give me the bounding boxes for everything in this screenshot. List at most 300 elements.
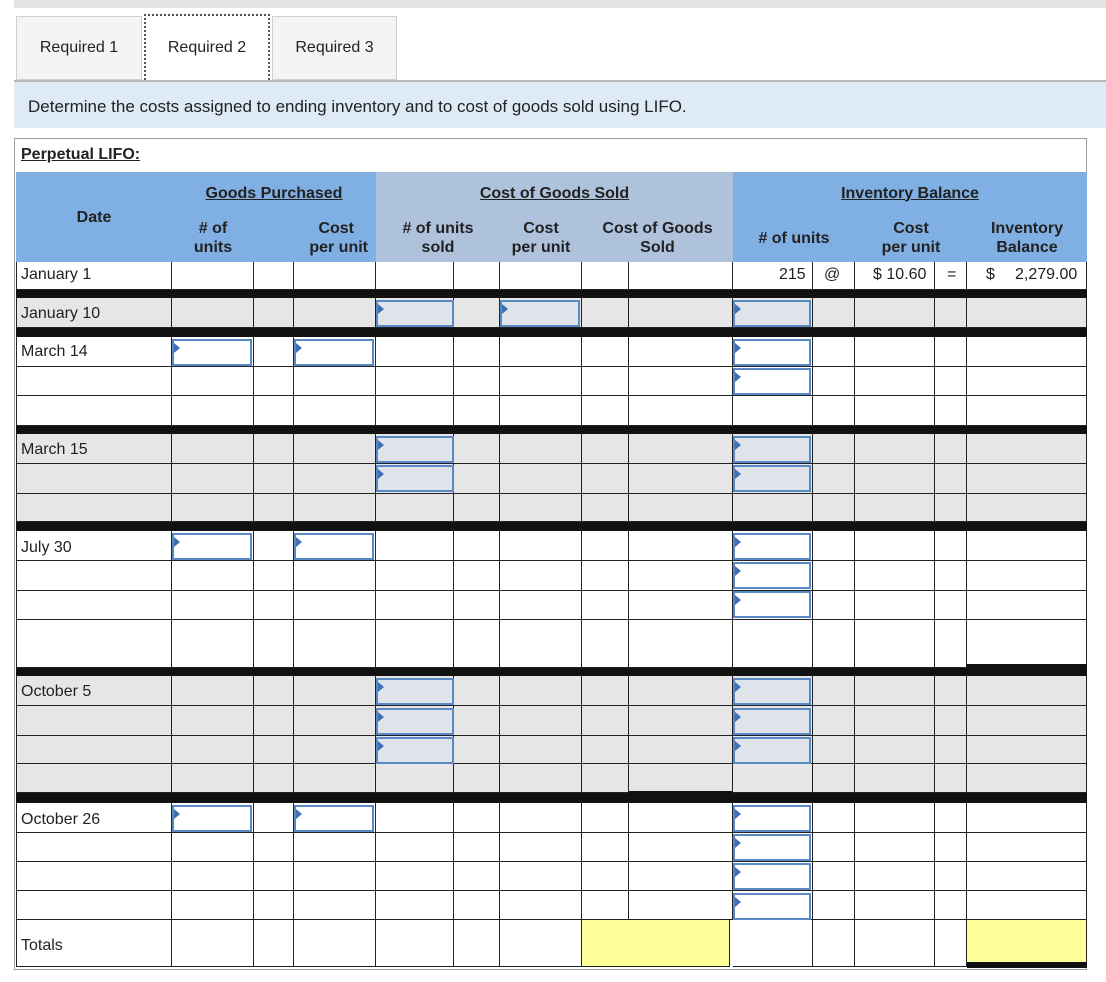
cell-jul30-c-gp-units [172,591,254,620]
cell-jul30-c-cogs-units-pad [454,591,500,620]
cell-oct26-d-inv-eq [935,891,967,920]
subtotal-separator [629,791,733,797]
cell-jul30-d-inv-cost [855,620,935,668]
cell-mar14-a-cogs-units [376,337,454,367]
cell-jul30-c-date [16,591,172,620]
cell-jul30-d-cogs-units-pad [454,620,500,668]
cell-mar15-b-inv-at [813,464,855,494]
cell-oct26-b-inv-total [967,833,1087,862]
cell-mar14-a-inv-at [813,337,855,367]
cell-jan10-inv-total [967,298,1087,328]
dropdown-marker-icon [296,537,302,547]
cell-jul30-b-inv-total [967,561,1087,591]
cell-totals-cogs-cost [500,920,582,967]
dropdown-marker-icon [735,566,741,576]
cell-jul30-b-inv-cost [855,561,935,591]
cell-jul30-d-inv-units [733,620,813,668]
cell-mar15-a-inv-eq [935,434,967,464]
dropdown-marker-icon [174,537,180,547]
cell-oct26-c-inv-cost [855,862,935,891]
cell-mar14-b-gp-units-pad [254,367,294,396]
cell-totals-gp-cost [294,920,376,967]
cell-oct5-d-inv-eq [935,764,967,793]
cell-oct5-d-gp-units [172,764,254,793]
dropdown-marker-icon [296,809,302,819]
mar15-cogs-units-input-1[interactable] [376,436,454,463]
cogs-total-line1: Cost of Goods [602,220,713,237]
cell-oct5-a-cogs-cost-pad [582,676,629,706]
jul30-inv-units-input-1[interactable] [733,533,811,560]
cell-oct26-c-gp-units-pad [254,862,294,891]
cell-oct5-a-cogs-units-pad [454,676,500,706]
cell-mar14-b-cogs-cost [500,367,582,396]
header-inv-cost [855,214,967,262]
header-cogs-cost [500,214,582,262]
jan10-inv-units-input[interactable] [733,300,811,327]
cell-jan10-gp-units-pad [254,298,294,328]
cell-oct26-b-gp-units-pad [254,833,294,862]
oct5-cogs-units-input-2[interactable] [376,708,454,735]
cell-oct26-c-cogs-cost-pad [582,862,629,891]
cell-mar15-b-cogs-total [629,464,733,494]
cell-jan1-cogs-units [376,262,454,290]
dropdown-marker-icon [502,304,508,314]
cell-oct5-d-cogs-units-pad [454,764,500,793]
cell-jul30-c-cogs-units [376,591,454,620]
cell-oct5-a-cogs-cost [500,676,582,706]
row-label-october-5: October 5 [21,683,92,700]
cell-jul30-d-cogs-units [376,620,454,668]
cell-oct26-d-gp-cost [294,891,376,920]
cell-oct26-a-inv-total [967,803,1087,833]
dropdown-marker-icon [735,537,741,547]
row-separator [16,522,1087,531]
cell-oct26-c-cogs-units [376,862,454,891]
cell-jan1-cogs-cost [500,262,582,290]
cell-mar15-b-inv-total [967,464,1087,494]
cell-oct5-a-inv-cost [855,676,935,706]
oct5-inv-units-input-3[interactable] [733,737,811,764]
cell-mar15-a-inv-total [967,434,1087,464]
cell-mar15-c-inv-cost [855,494,935,522]
cell-mar14-c-cogs-total [629,396,733,426]
dropdown-marker-icon [735,712,741,722]
cell-oct26-b-cogs-units-pad [454,833,500,862]
cogs-units-line1: # of units [402,220,474,237]
cell-mar14-c-cogs-cost-pad [582,396,629,426]
subtotal-separator [629,522,733,531]
cell-oct26-c-gp-units [172,862,254,891]
jul30-inv-units-input-3[interactable] [733,591,811,618]
cell-mar15-a-cogs-cost [500,434,582,464]
cell-jan1-cogs-total [629,262,733,290]
cell-mar14-c-date [16,396,172,426]
cell-jul30-c-cogs-total [629,591,733,620]
mar15-inv-units-input-1[interactable] [733,436,811,463]
cell-totals-cogs-units [376,920,454,967]
header-goods-purchased [172,172,376,214]
cell-oct5-b-inv-at [813,706,855,736]
cell-jan10-gp-cost [294,298,376,328]
cell-oct26-b-gp-cost [294,833,376,862]
cell-mar14-b-date [16,367,172,396]
cell-jul30-b-gp-units-pad [254,561,294,591]
cell-oct26-c-cogs-cost [500,862,582,891]
cell-oct26-a-cogs-units-pad [454,803,500,833]
dropdown-marker-icon [735,867,741,877]
dropdown-marker-icon [735,897,741,907]
cell-oct5-d-gp-units-pad [254,764,294,793]
cell-jul30-d-gp-cost [294,620,376,668]
cell-oct5-b-inv-total [967,706,1087,736]
cell-mar14-b-inv-cost [855,367,935,396]
cell-oct5-c-date [16,736,172,764]
cell-mar14-b-inv-at [813,367,855,396]
cell-jul30-b-date [16,561,172,591]
dropdown-marker-icon [378,682,384,692]
dropdown-marker-icon [735,372,741,382]
cell-mar15-c-inv-at [813,494,855,522]
cell-jul30-c-gp-units-pad [254,591,294,620]
cell-oct26-a-inv-cost [855,803,935,833]
cell-oct26-a-inv-at [813,803,855,833]
cell-oct26-b-cogs-total [629,833,733,862]
cell-jul30-a-cogs-cost [500,531,582,561]
oct26-inv-units-input-4[interactable] [733,893,811,920]
dropdown-marker-icon [735,741,741,751]
cell-oct5-c-inv-total [967,736,1087,764]
cell-jul30-d-date [16,620,172,668]
cell-oct5-c-cogs-cost [500,736,582,764]
jan1-cost-per-unit: $ 10.60 [873,266,927,283]
gp-units-line2: units [193,239,233,256]
cell-oct26-c-date [16,862,172,891]
cell-jan10-inv-cost [855,298,935,328]
cell-mar15-c-gp-units-pad [254,494,294,522]
cell-jul30-a-inv-total [967,531,1087,561]
cell-mar14-b-cogs-units [376,367,454,396]
instruction-text: Determine the costs assigned to ending inventory and to cost of goods sold using LIFO. [14,82,1106,128]
cell-mar15-c-cogs-cost [500,494,582,522]
inv-units-label: # of units [758,229,830,247]
cell-oct5-b-cogs-cost-pad [582,706,629,736]
cell-oct26-d-date [16,891,172,920]
cell-mar14-b-cogs-cost-pad [582,367,629,396]
cell-oct5-b-cogs-units-pad [454,706,500,736]
cell-jul30-b-gp-cost [294,561,376,591]
cell-oct26-a-cogs-total [629,803,733,833]
jan1-dollar-sign: $ [986,266,995,283]
cell-mar15-c-inv-total [967,494,1087,522]
cell-jan10-cogs-units-pad [454,298,500,328]
mar15-inv-units-input-2[interactable] [733,465,811,492]
mar14-gp-units-input[interactable] [172,339,252,366]
cell-oct5-c-gp-cost [294,736,376,764]
cell-mar15-c-cogs-cost-pad [582,494,629,522]
cell-totals-gp-units [172,920,254,967]
cell-oct26-a-cogs-units [376,803,454,833]
inv-total-line1: Inventory [990,220,1063,237]
cell-totals-inv-cost [855,920,935,967]
cell-oct5-d-cogs-cost [500,764,582,793]
cell-oct5-b-gp-units-pad [254,706,294,736]
cell-mar14-a-inv-cost [855,337,935,367]
cell-mar14-c-gp-units-pad [254,396,294,426]
cell-jul30-a-inv-eq [935,531,967,561]
cell-oct5-b-inv-eq [935,706,967,736]
cell-jul30-c-inv-at [813,591,855,620]
jul30-gp-units-input[interactable] [172,533,252,560]
jan10-cogs-units-input[interactable] [376,300,454,327]
cell-oct26-c-inv-at [813,862,855,891]
cell-mar14-c-inv-units [733,396,813,426]
cell-mar15-b-inv-eq [935,464,967,494]
cell-mar14-c-inv-total [967,396,1087,426]
tab-required-3[interactable]: Required 3 [272,16,397,80]
mar14-inv-units-input-2[interactable] [733,368,811,395]
cell-jul30-d-cogs-total [629,620,733,668]
cell-jul30-b-gp-units [172,561,254,591]
cell-jul30-d-cogs-cost-pad [582,620,629,668]
cell-jul30-d-gp-units-pad [254,620,294,668]
cell-jul30-a-cogs-cost-pad [582,531,629,561]
cell-oct26-c-inv-eq [935,862,967,891]
cell-mar14-b-inv-eq [935,367,967,396]
cell-oct26-d-gp-units [172,891,254,920]
cell-oct5-b-inv-cost [855,706,935,736]
cell-mar15-a-cogs-total [629,434,733,464]
oct5-cogs-units-input-3[interactable] [376,737,454,764]
cell-oct26-c-gp-cost [294,862,376,891]
dropdown-marker-icon [735,343,741,353]
cell-mar15-c-date [16,494,172,522]
dropdown-marker-icon [735,595,741,605]
jan10-cogs-cost-input[interactable] [500,300,580,327]
cell-mar15-c-cogs-total [629,494,733,522]
cell-oct26-a-inv-eq [935,803,967,833]
cell-oct5-a-gp-cost [294,676,376,706]
cell-jul30-b-cogs-units-pad [454,561,500,591]
cell-oct26-c-cogs-total [629,862,733,891]
cell-mar15-a-gp-units [172,434,254,464]
cell-totals-cogs-units-pad [454,920,500,967]
cell-jul30-d-cogs-cost [500,620,582,668]
dropdown-marker-icon [378,712,384,722]
cell-oct26-b-inv-cost [855,833,935,862]
tab-required-1[interactable]: Required 1 [16,16,142,80]
inv-cost-line1: Cost [893,220,929,237]
row-label-totals: Totals [21,937,63,954]
cell-mar14-a-cogs-units-pad [454,337,500,367]
cell-totals-cogs-total [582,920,730,967]
dropdown-marker-icon [378,741,384,751]
cell-mar15-c-cogs-units [376,494,454,522]
jan1-equals: = [947,266,957,283]
cell-oct5-a-inv-eq [935,676,967,706]
cell-mar15-b-cogs-cost-pad [582,464,629,494]
cell-oct5-c-cogs-cost-pad [582,736,629,764]
cell-mar14-c-inv-cost [855,396,935,426]
jul30-gp-cost-input[interactable] [294,533,374,560]
oct5-inv-units-input-2[interactable] [733,708,811,735]
cell-mar15-c-inv-units [733,494,813,522]
top-progress-bar [14,0,1106,8]
cell-oct26-d-cogs-cost-pad [582,891,629,920]
cell-oct5-c-gp-units [172,736,254,764]
header-inventory-balance [733,172,1087,214]
oct26-gp-cost-input[interactable] [294,805,374,832]
cell-mar15-a-cogs-units-pad [454,434,500,464]
cell-mar14-b-gp-units [172,367,254,396]
dropdown-marker-icon [735,682,741,692]
cell-oct26-c-inv-total [967,862,1087,891]
header-cost-of-goods-sold [376,172,733,214]
cell-mar15-b-inv-cost [855,464,935,494]
dropdown-marker-icon [296,343,302,353]
cell-oct5-d-inv-at [813,764,855,793]
subtotal-separator [967,664,1087,670]
cell-mar15-c-inv-eq [935,494,967,522]
cell-mar14-c-cogs-cost [500,396,582,426]
gp-units-line1: # of [198,220,228,237]
dropdown-marker-icon [735,469,741,479]
cell-mar14-a-inv-eq [935,337,967,367]
cell-mar14-b-gp-cost [294,367,376,396]
inventory-balance-label: Inventory Balance [841,184,979,202]
cell-mar15-b-date [16,464,172,494]
cell-oct5-d-date [16,764,172,793]
header-gp-cost [254,214,376,262]
cell-oct5-b-date [16,706,172,736]
header-gp-units [172,214,254,262]
cell-jul30-c-cogs-cost-pad [582,591,629,620]
cell-jul30-c-inv-eq [935,591,967,620]
cell-oct26-d-inv-total [967,891,1087,920]
cell-oct5-b-cogs-total [629,706,733,736]
cogs-cost-line1: Cost [523,220,559,237]
row-label-march-15: March 15 [21,441,88,458]
oct26-inv-units-input-2[interactable] [733,834,811,861]
cell-mar15-b-cogs-cost [500,464,582,494]
dropdown-marker-icon [735,304,741,314]
cell-jul30-d-gp-units [172,620,254,668]
cell-oct26-d-inv-cost [855,891,935,920]
mar14-gp-cost-input[interactable] [294,339,374,366]
cell-oct26-d-cogs-units-pad [454,891,500,920]
row-separator [16,793,1087,803]
row-label-march-14: March 14 [21,343,88,360]
cell-oct26-a-cogs-cost [500,803,582,833]
cell-jul30-c-cogs-cost [500,591,582,620]
cell-mar15-b-gp-units [172,464,254,494]
oct26-inv-units-input-3[interactable] [733,863,811,890]
cell-jan10-gp-units [172,298,254,328]
gp-cost-line2: per unit [309,239,368,256]
header-date [16,172,172,262]
cell-jan1-gp-cost [294,262,376,290]
cell-mar14-a-gp-units-pad [254,337,294,367]
cell-mar14-c-inv-at [813,396,855,426]
mar14-inv-units-input-1[interactable] [733,339,811,366]
cell-jul30-a-inv-cost [855,531,935,561]
cell-mar14-c-cogs-units-pad [454,396,500,426]
cell-mar14-c-inv-eq [935,396,967,426]
dropdown-marker-icon [378,440,384,450]
cell-oct5-a-inv-total [967,676,1087,706]
cost-of-goods-sold-label: Cost of Goods Sold [479,184,630,202]
row-label-october-26: October 26 [21,811,101,828]
row-separator [16,426,1087,434]
cell-jul30-c-gp-cost [294,591,376,620]
cell-oct5-a-inv-at [813,676,855,706]
row-separator [16,328,1087,337]
jul30-inv-units-input-2[interactable] [733,562,811,589]
cell-mar15-b-gp-cost [294,464,376,494]
dropdown-marker-icon [174,809,180,819]
dropdown-marker-icon [378,304,384,314]
dropdown-marker-icon [735,440,741,450]
cell-mar15-b-gp-units-pad [254,464,294,494]
jan1-at-sign: @ [824,266,841,283]
cell-mar14-a-cogs-total [629,337,733,367]
tab-required-2[interactable]: Required 2 [144,14,270,80]
cell-oct26-b-cogs-cost-pad [582,833,629,862]
cell-oct5-a-gp-units [172,676,254,706]
cell-mar14-c-gp-units [172,396,254,426]
oct26-inv-units-input-1[interactable] [733,805,811,832]
oct5-cogs-units-input-1[interactable] [376,678,454,705]
cell-oct5-b-gp-units [172,706,254,736]
cell-mar15-b-cogs-units-pad [454,464,500,494]
cell-jul30-c-inv-cost [855,591,935,620]
header-cogs-units [376,214,500,262]
cell-jul30-b-inv-at [813,561,855,591]
cell-mar14-a-cogs-cost [500,337,582,367]
mar15-cogs-units-input-2[interactable] [376,465,454,492]
cell-jul30-d-inv-eq [935,620,967,668]
cell-oct5-d-cogs-cost-pad [582,764,629,793]
cell-oct5-c-gp-units-pad [254,736,294,764]
cell-jul30-a-inv-at [813,531,855,561]
cell-oct5-a-gp-units-pad [254,676,294,706]
cell-jul30-d-inv-total [967,620,1087,668]
cell-jan10-cogs-cost-pad [582,298,629,328]
cell-mar14-b-inv-total [967,367,1087,396]
oct5-inv-units-input-1[interactable] [733,678,811,705]
cell-oct5-c-cogs-total [629,736,733,764]
cell-mar14-c-cogs-units [376,396,454,426]
row-separator [16,290,1087,298]
header-cogs-total [582,214,733,262]
cell-oct5-c-inv-at [813,736,855,764]
cell-totals-inv-units [733,920,813,967]
cell-mar14-c-gp-cost [294,396,376,426]
cell-oct5-b-cogs-cost [500,706,582,736]
cell-jul30-b-cogs-cost [500,561,582,591]
cell-oct5-d-cogs-total [629,764,733,793]
cell-jan10-inv-at [813,298,855,328]
oct26-gp-units-input[interactable] [172,805,252,832]
cogs-units-line2: sold [421,239,455,256]
header-inv-units [733,214,855,262]
jan1-inventory-balance: 2,279.00 [1015,266,1078,283]
cell-oct26-d-inv-at [813,891,855,920]
cell-totals-gp-units-pad [254,920,294,967]
jan1-units: 215 [779,266,806,283]
cell-oct26-d-cogs-units [376,891,454,920]
cell-oct5-b-gp-cost [294,706,376,736]
cell-mar15-a-inv-cost [855,434,935,464]
